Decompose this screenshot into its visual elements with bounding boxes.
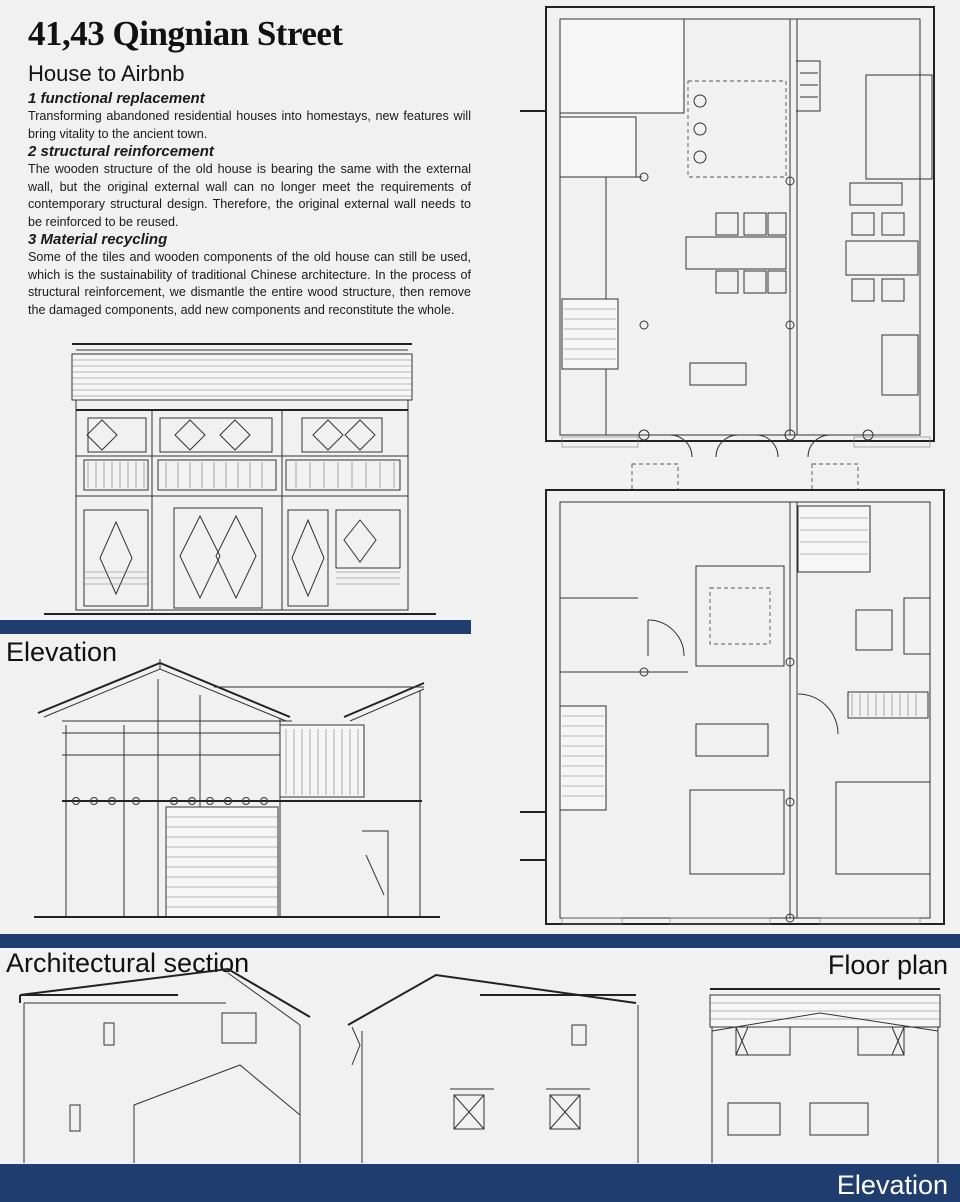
section-heading-structural: 2 structural reinforcement bbox=[28, 143, 214, 160]
architectural-section-drawing bbox=[32, 655, 442, 925]
section-heading-material: 3 Material recycling bbox=[28, 231, 168, 248]
divider-band-bottom bbox=[0, 1164, 960, 1202]
caption-architectural-section: Architectural section bbox=[6, 948, 250, 978]
caption-floor-plan: Floor plan bbox=[827, 950, 948, 980]
divider-band-elevation bbox=[0, 620, 471, 634]
section-body-functional: Transforming abandoned residential houses into homestays, new features will bring vitality to the ancient town. bbox=[28, 109, 471, 141]
section-body-material: Some of the tiles and wooden components of the old house can still be used, which is the sustainability of traditional Chinese architecture. In the process of structural reinforcement, we dismantle the entire wood structure, then remove the damaged components, add new components and reconstitute the whole. bbox=[28, 250, 471, 317]
divider-band-section bbox=[0, 934, 960, 948]
lower-floor-plan-drawing bbox=[520, 462, 950, 932]
section-body-structural: The wooden structure of the old house is bearing the same with the external wall, but the original external wall can no longer meet the requirements of contemporary structural design. Therefore, the original external wall needs to be reinforced to be reused. bbox=[28, 162, 471, 229]
front-elevation-drawing bbox=[40, 340, 440, 620]
upper-floor-plan-drawing bbox=[520, 5, 950, 455]
caption-elevation-bottom: Elevation bbox=[836, 1170, 948, 1200]
caption-elevation: Elevation bbox=[6, 637, 118, 667]
bottom-elevations-drawing bbox=[0, 965, 960, 1165]
section-heading-functional: 1 functional replacement bbox=[28, 90, 205, 107]
page-title: 41,43 Qingnian Street bbox=[28, 14, 343, 53]
description-text bbox=[28, 90, 471, 319]
page-subtitle: House to Airbnb bbox=[28, 61, 185, 86]
